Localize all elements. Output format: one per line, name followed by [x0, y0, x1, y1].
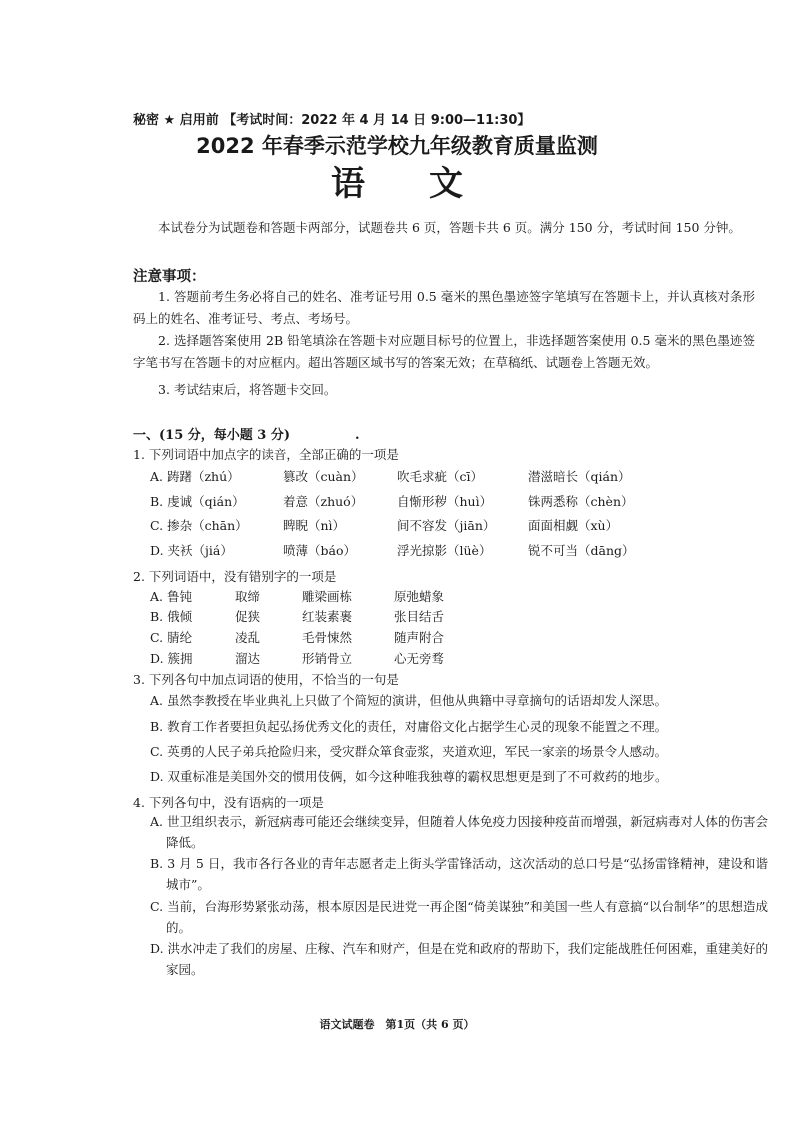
notice-item-1: 1. 答题前考生务必将自己的姓名、准考证号用 0.5 毫米的黑色墨迹签字笔填写在答题卡上，并认真核对条形码上的姓名、准考证号、考点、考场号。 [133, 289, 755, 326]
q1-d-2: 喷薄（báo） [283, 543, 356, 558]
question-3-stem: 3. 下列各句中加点词语的使用，不恰当的一句是 [133, 672, 399, 687]
q2-d-2: 溜达 [235, 651, 261, 666]
q1-b-1: B. 虔诚（qián） [150, 494, 245, 509]
q3-option-d: D. 双重标准是美国外交的惯用伎俩，如今这种唯我独尊的霸权思想更是到了不可救药的地步。 [150, 769, 668, 784]
q2-d-3: 形销骨立 [302, 651, 353, 666]
subject-title: 语文 [331, 164, 527, 204]
q4-option-a: A. 世卫组织表示，新冠病毒可能还会继续变异，但随着人体免疫力因接种疫苗而增强，新冠病毒对人体的伤害会降低。 [150, 814, 768, 850]
question-4-stem: 4. 下列各句中，没有语病的一项是 [133, 795, 324, 810]
q1-option-d [150, 541, 750, 561]
confidential-header: 秘密 ★ 启用前 【考试时间：2022 年 4 月 14 日 9:00—11:30】 [133, 113, 531, 128]
q1-option-a [150, 467, 750, 487]
q2-a-4: 原弛蜡象 [394, 589, 445, 604]
q1-option-c [150, 516, 750, 536]
page-footer: 语文试题卷 第1页（共 6 页） [319, 1018, 475, 1031]
q2-d-4: 心无旁骛 [394, 651, 445, 666]
q1-option-b [150, 492, 750, 512]
q1-b-2: 着意（zhuó） [283, 494, 364, 509]
q2-c-1: C. 腈纶 [150, 630, 193, 645]
question-1-stem: 1. 下列词语中加点字的读音，全部正确的一项是 [133, 447, 399, 462]
intro-paragraph: 本试卷分为试题卷和答题卡两部分，试题卷共 6 页，答题卡共 6 页。满分 150 分，考试时间 150 分钟。 [158, 220, 741, 235]
q1-d-3: 浮光掠影（lüè） [397, 543, 492, 558]
q2-a-2: 取缔 [235, 589, 261, 604]
q1-c-1: C. 掺杂（chān） [150, 518, 248, 533]
q1-c-4: 面面相觑（xù） [528, 518, 619, 533]
notice-heading: 注意事项： [133, 269, 206, 285]
q3-option-b: B. 教育工作者要担负起弘扬优秀文化的责任，对庸俗文化占据学生心灵的现象不能置之不理。 [150, 719, 668, 734]
q1-b-3: 自惭形秽（huì） [397, 494, 493, 509]
q2-option-d [150, 649, 750, 669]
q2-b-3: 红装素裹 [302, 609, 353, 624]
q2-option-a [150, 587, 750, 607]
q2-c-3: 毛骨悚然 [302, 630, 353, 645]
q1-a-4: 潜滋暗长（qián） [528, 469, 631, 484]
question-2-stem: 2. 下列词语中，没有错别字的一项是 [133, 569, 337, 584]
q4-option-b: B. 3 月 5 日，我市各行各业的青年志愿者走上街头学雷锋活动，这次活动的总口号是“弘扬雷锋精神，建设和谐城市”。 [150, 856, 768, 892]
q2-a-1: A. 鲁钝 [150, 589, 192, 604]
q2-option-b [150, 607, 750, 627]
q2-b-2: 促狭 [235, 609, 261, 624]
q2-a-3: 雕梁画栋 [302, 589, 353, 604]
q3-option-c: C. 英勇的人民子弟兵抢险归来，受灾群众箪食壶浆，夹道欢迎，军民一家亲的场景令人感动。 [150, 744, 668, 759]
q2-d-1: D. 簇拥 [150, 651, 193, 666]
q2-b-4: 张目结舌 [394, 609, 445, 624]
q1-d-1: D. 夹袄（jiá） [150, 543, 233, 558]
exam-title: 2022 年春季示范学校九年级教育质量监测 [196, 134, 598, 158]
notice-item-3: 3. 考试结束后，将答题卡交回。 [158, 382, 337, 397]
q2-c-2: 凌乱 [235, 630, 261, 645]
q1-c-2: 睥睨（nì） [283, 518, 346, 533]
q3-option-a: A. 虽然李教授在毕业典礼上只做了个简短的演讲，但他从典籍中寻章摘句的话语却发人深思。 [150, 693, 667, 708]
q1-c-3: 间不容发（jiān） [397, 518, 496, 533]
q2-b-1: B. 俄倾 [150, 609, 193, 624]
q4-option-c: C. 当前，台海形势紧张动荡，根本原因是民进党一再企图“倚美谋独”和美国一些人有意搞“以台制华”的思想造成的。 [150, 899, 768, 935]
q1-b-4: 铢两悉称（chèn） [528, 494, 634, 509]
q1-a-3: 吹毛求疵（cī） [397, 469, 483, 484]
q4-option-d: D. 洪水冲走了我们的房屋、庄稼、汽车和财产，但是在党和政府的帮助下，我们定能战胜任何困难，重建美好的家园。 [150, 941, 768, 977]
q2-option-c [150, 628, 750, 648]
q1-a-2: 篡改（cuàn） [283, 469, 364, 484]
section-heading: 一、(15 分，每小题 3 分) . [133, 428, 360, 443]
q1-d-4: 锐不可当（dāng） [528, 543, 635, 558]
q2-c-4: 随声附合 [394, 630, 445, 645]
q1-a-1: A. 踌躇（zhú） [150, 469, 240, 484]
notice-item-2: 2. 选择题答案使用 2B 铅笔填涂在答题卡对应题目标号的位置上，非选择题答案使用 0.5 毫米的黑色墨迹签字笔书写在答题卡的对应框内。超出答题区域书写的答案无效；在草稿纸、试题卷上答题无效。 [133, 333, 755, 370]
